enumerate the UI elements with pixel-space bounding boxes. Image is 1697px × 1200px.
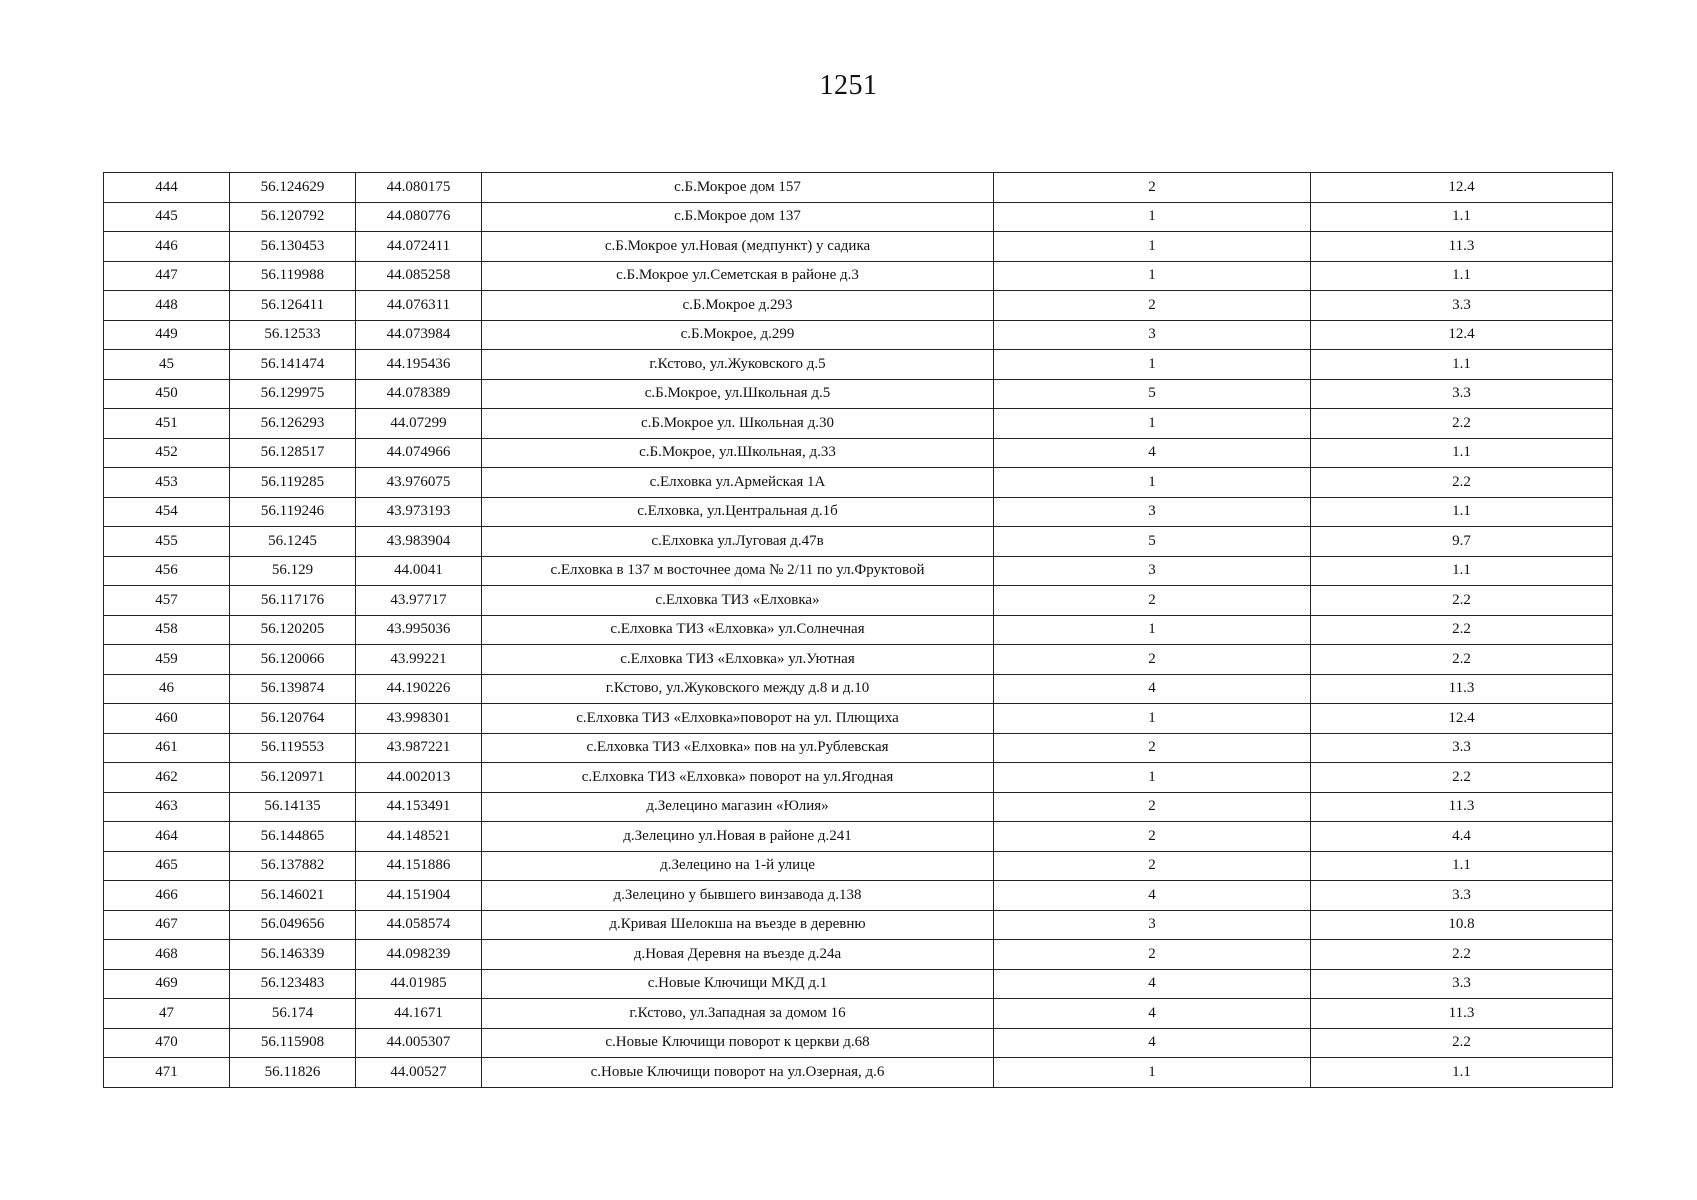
latitude-cell: 56.129 bbox=[230, 556, 356, 586]
longitude-cell: 43.987221 bbox=[356, 733, 482, 763]
table-row bbox=[104, 733, 1613, 763]
value-cell: 2.2 bbox=[1311, 940, 1613, 970]
longitude-cell: 44.076311 bbox=[356, 291, 482, 321]
longitude-cell: 44.00527 bbox=[356, 1058, 482, 1088]
address-cell: д.Кривая Шелокша на въезде в деревню bbox=[482, 910, 994, 940]
table-row bbox=[104, 409, 1613, 439]
latitude-cell: 56.14135 bbox=[230, 792, 356, 822]
address-cell: с.Б.Мокрое, ул.Школьная д.5 bbox=[482, 379, 994, 409]
row-number-cell: 458 bbox=[104, 615, 230, 645]
row-number-cell: 470 bbox=[104, 1028, 230, 1058]
value-cell: 1.1 bbox=[1311, 438, 1613, 468]
table-row bbox=[104, 822, 1613, 852]
latitude-cell: 56.049656 bbox=[230, 910, 356, 940]
value-cell: 1.1 bbox=[1311, 202, 1613, 232]
longitude-cell: 44.005307 bbox=[356, 1028, 482, 1058]
address-cell: с.Елховка ТИЗ «Елховка» ул.Солнечная bbox=[482, 615, 994, 645]
row-number-cell: 447 bbox=[104, 261, 230, 291]
table-row bbox=[104, 615, 1613, 645]
latitude-cell: 56.119988 bbox=[230, 261, 356, 291]
count-cell: 1 bbox=[994, 232, 1311, 262]
latitude-cell: 56.120764 bbox=[230, 704, 356, 734]
table-body bbox=[104, 173, 1613, 1088]
table-row bbox=[104, 379, 1613, 409]
table-row bbox=[104, 940, 1613, 970]
data-table bbox=[103, 172, 1613, 1088]
address-cell: г.Кстово, ул.Жуковского д.5 bbox=[482, 350, 994, 380]
longitude-cell: 44.072411 bbox=[356, 232, 482, 262]
row-number-cell: 446 bbox=[104, 232, 230, 262]
longitude-cell: 44.073984 bbox=[356, 320, 482, 350]
address-cell: г.Кстово, ул.Западная за домом 16 bbox=[482, 999, 994, 1029]
longitude-cell: 44.151886 bbox=[356, 851, 482, 881]
row-number-cell: 444 bbox=[104, 173, 230, 203]
address-cell: с.Б.Мокрое ул.Новая (медпункт) у садика bbox=[482, 232, 994, 262]
row-number-cell: 449 bbox=[104, 320, 230, 350]
count-cell: 1 bbox=[994, 261, 1311, 291]
address-cell: с.Б.Мокрое дом 137 bbox=[482, 202, 994, 232]
table-row bbox=[104, 173, 1613, 203]
address-cell: с.Елховка ТИЗ «Елховка» поворот на ул.Ягодная bbox=[482, 763, 994, 793]
row-number-cell: 459 bbox=[104, 645, 230, 675]
longitude-cell: 44.074966 bbox=[356, 438, 482, 468]
count-cell: 3 bbox=[994, 497, 1311, 527]
latitude-cell: 56.128517 bbox=[230, 438, 356, 468]
table-row bbox=[104, 674, 1613, 704]
value-cell: 2.2 bbox=[1311, 1028, 1613, 1058]
row-number-cell: 451 bbox=[104, 409, 230, 439]
table-row bbox=[104, 527, 1613, 557]
latitude-cell: 56.119246 bbox=[230, 497, 356, 527]
latitude-cell: 56.126293 bbox=[230, 409, 356, 439]
address-cell: д.Новая Деревня на въезде д.24а bbox=[482, 940, 994, 970]
longitude-cell: 44.01985 bbox=[356, 969, 482, 999]
table-row bbox=[104, 1058, 1613, 1088]
longitude-cell: 44.098239 bbox=[356, 940, 482, 970]
address-cell: с.Новые Ключищи МКД д.1 bbox=[482, 969, 994, 999]
address-cell: с.Б.Мокрое, ул.Школьная, д.33 bbox=[482, 438, 994, 468]
address-cell: д.Зелецино ул.Новая в районе д.241 bbox=[482, 822, 994, 852]
latitude-cell: 56.126411 bbox=[230, 291, 356, 321]
table-row bbox=[104, 1028, 1613, 1058]
address-cell: с.Б.Мокрое ул.Семетская в районе д.3 bbox=[482, 261, 994, 291]
value-cell: 2.2 bbox=[1311, 468, 1613, 498]
count-cell: 1 bbox=[994, 409, 1311, 439]
row-number-cell: 445 bbox=[104, 202, 230, 232]
row-number-cell: 460 bbox=[104, 704, 230, 734]
value-cell: 12.4 bbox=[1311, 320, 1613, 350]
table-row bbox=[104, 969, 1613, 999]
latitude-cell: 56.144865 bbox=[230, 822, 356, 852]
row-number-cell: 464 bbox=[104, 822, 230, 852]
table-row bbox=[104, 497, 1613, 527]
longitude-cell: 44.080175 bbox=[356, 173, 482, 203]
address-cell: с.Елховка ул.Армейская 1А bbox=[482, 468, 994, 498]
address-cell: с.Елховка, ул.Центральная д.1б bbox=[482, 497, 994, 527]
latitude-cell: 56.120792 bbox=[230, 202, 356, 232]
row-number-cell: 469 bbox=[104, 969, 230, 999]
address-cell: с.Б.Мокрое ул. Школьная д.30 bbox=[482, 409, 994, 439]
longitude-cell: 44.148521 bbox=[356, 822, 482, 852]
value-cell: 12.4 bbox=[1311, 704, 1613, 734]
value-cell: 2.2 bbox=[1311, 615, 1613, 645]
row-number-cell: 454 bbox=[104, 497, 230, 527]
count-cell: 2 bbox=[994, 792, 1311, 822]
value-cell: 3.3 bbox=[1311, 733, 1613, 763]
value-cell: 1.1 bbox=[1311, 556, 1613, 586]
table-row bbox=[104, 291, 1613, 321]
table-row bbox=[104, 645, 1613, 675]
count-cell: 4 bbox=[994, 881, 1311, 911]
value-cell: 3.3 bbox=[1311, 969, 1613, 999]
address-cell: с.Б.Мокрое, д.299 bbox=[482, 320, 994, 350]
longitude-cell: 44.085258 bbox=[356, 261, 482, 291]
count-cell: 5 bbox=[994, 527, 1311, 557]
longitude-cell: 44.058574 bbox=[356, 910, 482, 940]
address-cell: с.Елховка ТИЗ «Елховка» bbox=[482, 586, 994, 616]
value-cell: 2.2 bbox=[1311, 586, 1613, 616]
longitude-cell: 44.078389 bbox=[356, 379, 482, 409]
value-cell: 1.1 bbox=[1311, 497, 1613, 527]
longitude-cell: 44.195436 bbox=[356, 350, 482, 380]
address-cell: д.Зелецино на 1-й улице bbox=[482, 851, 994, 881]
count-cell: 2 bbox=[994, 291, 1311, 321]
value-cell: 2.2 bbox=[1311, 645, 1613, 675]
latitude-cell: 56.12533 bbox=[230, 320, 356, 350]
row-number-cell: 453 bbox=[104, 468, 230, 498]
longitude-cell: 44.080776 bbox=[356, 202, 482, 232]
longitude-cell: 43.983904 bbox=[356, 527, 482, 557]
count-cell: 2 bbox=[994, 645, 1311, 675]
latitude-cell: 56.146021 bbox=[230, 881, 356, 911]
latitude-cell: 56.115908 bbox=[230, 1028, 356, 1058]
table-row bbox=[104, 792, 1613, 822]
table-row bbox=[104, 320, 1613, 350]
row-number-cell: 465 bbox=[104, 851, 230, 881]
value-cell: 3.3 bbox=[1311, 881, 1613, 911]
row-number-cell: 463 bbox=[104, 792, 230, 822]
value-cell: 10.8 bbox=[1311, 910, 1613, 940]
table-row bbox=[104, 910, 1613, 940]
count-cell: 1 bbox=[994, 615, 1311, 645]
row-number-cell: 466 bbox=[104, 881, 230, 911]
longitude-cell: 44.190226 bbox=[356, 674, 482, 704]
table-row bbox=[104, 704, 1613, 734]
row-number-cell: 45 bbox=[104, 350, 230, 380]
row-number-cell: 452 bbox=[104, 438, 230, 468]
longitude-cell: 44.1671 bbox=[356, 999, 482, 1029]
row-number-cell: 450 bbox=[104, 379, 230, 409]
count-cell: 1 bbox=[994, 202, 1311, 232]
latitude-cell: 56.124629 bbox=[230, 173, 356, 203]
count-cell: 3 bbox=[994, 556, 1311, 586]
row-number-cell: 457 bbox=[104, 586, 230, 616]
table-row bbox=[104, 202, 1613, 232]
value-cell: 3.3 bbox=[1311, 291, 1613, 321]
value-cell: 11.3 bbox=[1311, 792, 1613, 822]
row-number-cell: 47 bbox=[104, 999, 230, 1029]
row-number-cell: 468 bbox=[104, 940, 230, 970]
table-row bbox=[104, 261, 1613, 291]
latitude-cell: 56.120971 bbox=[230, 763, 356, 793]
value-cell: 2.2 bbox=[1311, 763, 1613, 793]
value-cell: 11.3 bbox=[1311, 674, 1613, 704]
count-cell: 5 bbox=[994, 379, 1311, 409]
value-cell: 4.4 bbox=[1311, 822, 1613, 852]
count-cell: 1 bbox=[994, 704, 1311, 734]
count-cell: 4 bbox=[994, 674, 1311, 704]
count-cell: 2 bbox=[994, 173, 1311, 203]
latitude-cell: 56.11826 bbox=[230, 1058, 356, 1088]
latitude-cell: 56.130453 bbox=[230, 232, 356, 262]
address-cell: с.Елховка ТИЗ «Елховка»поворот на ул. Плющиха bbox=[482, 704, 994, 734]
latitude-cell: 56.141474 bbox=[230, 350, 356, 380]
count-cell: 1 bbox=[994, 350, 1311, 380]
address-cell: с.Новые Ключищи поворот на ул.Озерная, д.6 bbox=[482, 1058, 994, 1088]
longitude-cell: 44.002013 bbox=[356, 763, 482, 793]
count-cell: 4 bbox=[994, 438, 1311, 468]
table-row bbox=[104, 232, 1613, 262]
address-cell: с.Б.Мокрое д.293 bbox=[482, 291, 994, 321]
value-cell: 11.3 bbox=[1311, 232, 1613, 262]
count-cell: 2 bbox=[994, 940, 1311, 970]
longitude-cell: 43.97717 bbox=[356, 586, 482, 616]
table-row bbox=[104, 556, 1613, 586]
value-cell: 1.1 bbox=[1311, 350, 1613, 380]
count-cell: 1 bbox=[994, 468, 1311, 498]
address-cell: д.Зелецино магазин «Юлия» bbox=[482, 792, 994, 822]
row-number-cell: 471 bbox=[104, 1058, 230, 1088]
latitude-cell: 56.174 bbox=[230, 999, 356, 1029]
value-cell: 12.4 bbox=[1311, 173, 1613, 203]
value-cell: 1.1 bbox=[1311, 261, 1613, 291]
count-cell: 3 bbox=[994, 320, 1311, 350]
latitude-cell: 56.119553 bbox=[230, 733, 356, 763]
longitude-cell: 43.998301 bbox=[356, 704, 482, 734]
count-cell: 1 bbox=[994, 1058, 1311, 1088]
row-number-cell: 467 bbox=[104, 910, 230, 940]
latitude-cell: 56.120205 bbox=[230, 615, 356, 645]
value-cell: 1.1 bbox=[1311, 851, 1613, 881]
address-cell: д.Зелецино у бывшего винзавода д.138 bbox=[482, 881, 994, 911]
value-cell: 1.1 bbox=[1311, 1058, 1613, 1088]
latitude-cell: 56.123483 bbox=[230, 969, 356, 999]
address-cell: с.Елховка ТИЗ «Елховка» пов на ул.Рублевская bbox=[482, 733, 994, 763]
row-number-cell: 456 bbox=[104, 556, 230, 586]
count-cell: 4 bbox=[994, 969, 1311, 999]
latitude-cell: 56.120066 bbox=[230, 645, 356, 675]
longitude-cell: 43.973193 bbox=[356, 497, 482, 527]
row-number-cell: 462 bbox=[104, 763, 230, 793]
value-cell: 3.3 bbox=[1311, 379, 1613, 409]
table-row bbox=[104, 350, 1613, 380]
address-cell: с.Елховка в 137 м восточнее дома № 2/11 по ул.Фруктовой bbox=[482, 556, 994, 586]
longitude-cell: 43.995036 bbox=[356, 615, 482, 645]
longitude-cell: 44.151904 bbox=[356, 881, 482, 911]
latitude-cell: 56.129975 bbox=[230, 379, 356, 409]
count-cell: 3 bbox=[994, 910, 1311, 940]
table-row bbox=[104, 851, 1613, 881]
address-cell: с.Елховка ТИЗ «Елховка» ул.Уютная bbox=[482, 645, 994, 675]
count-cell: 2 bbox=[994, 733, 1311, 763]
value-cell: 11.3 bbox=[1311, 999, 1613, 1029]
count-cell: 1 bbox=[994, 763, 1311, 793]
count-cell: 2 bbox=[994, 586, 1311, 616]
count-cell: 4 bbox=[994, 1028, 1311, 1058]
table-row bbox=[104, 999, 1613, 1029]
address-cell: с.Б.Мокрое дом 157 bbox=[482, 173, 994, 203]
latitude-cell: 56.146339 bbox=[230, 940, 356, 970]
value-cell: 2.2 bbox=[1311, 409, 1613, 439]
latitude-cell: 56.119285 bbox=[230, 468, 356, 498]
row-number-cell: 455 bbox=[104, 527, 230, 557]
table-row bbox=[104, 881, 1613, 911]
row-number-cell: 46 bbox=[104, 674, 230, 704]
table-row bbox=[104, 586, 1613, 616]
address-cell: г.Кстово, ул.Жуковского между д.8 и д.10 bbox=[482, 674, 994, 704]
longitude-cell: 44.07299 bbox=[356, 409, 482, 439]
address-cell: с.Елховка ул.Луговая д.47в bbox=[482, 527, 994, 557]
count-cell: 4 bbox=[994, 999, 1311, 1029]
address-cell: с.Новые Ключищи поворот к церкви д.68 bbox=[482, 1028, 994, 1058]
row-number-cell: 448 bbox=[104, 291, 230, 321]
count-cell: 2 bbox=[994, 851, 1311, 881]
row-number-cell: 461 bbox=[104, 733, 230, 763]
page-number: 1251 bbox=[819, 70, 878, 101]
latitude-cell: 56.137882 bbox=[230, 851, 356, 881]
count-cell: 2 bbox=[994, 822, 1311, 852]
table-row bbox=[104, 438, 1613, 468]
table-row bbox=[104, 468, 1613, 498]
longitude-cell: 44.0041 bbox=[356, 556, 482, 586]
longitude-cell: 44.153491 bbox=[356, 792, 482, 822]
latitude-cell: 56.117176 bbox=[230, 586, 356, 616]
longitude-cell: 43.976075 bbox=[356, 468, 482, 498]
latitude-cell: 56.139874 bbox=[230, 674, 356, 704]
latitude-cell: 56.1245 bbox=[230, 527, 356, 557]
value-cell: 9.7 bbox=[1311, 527, 1613, 557]
longitude-cell: 43.99221 bbox=[356, 645, 482, 675]
table-row bbox=[104, 763, 1613, 793]
